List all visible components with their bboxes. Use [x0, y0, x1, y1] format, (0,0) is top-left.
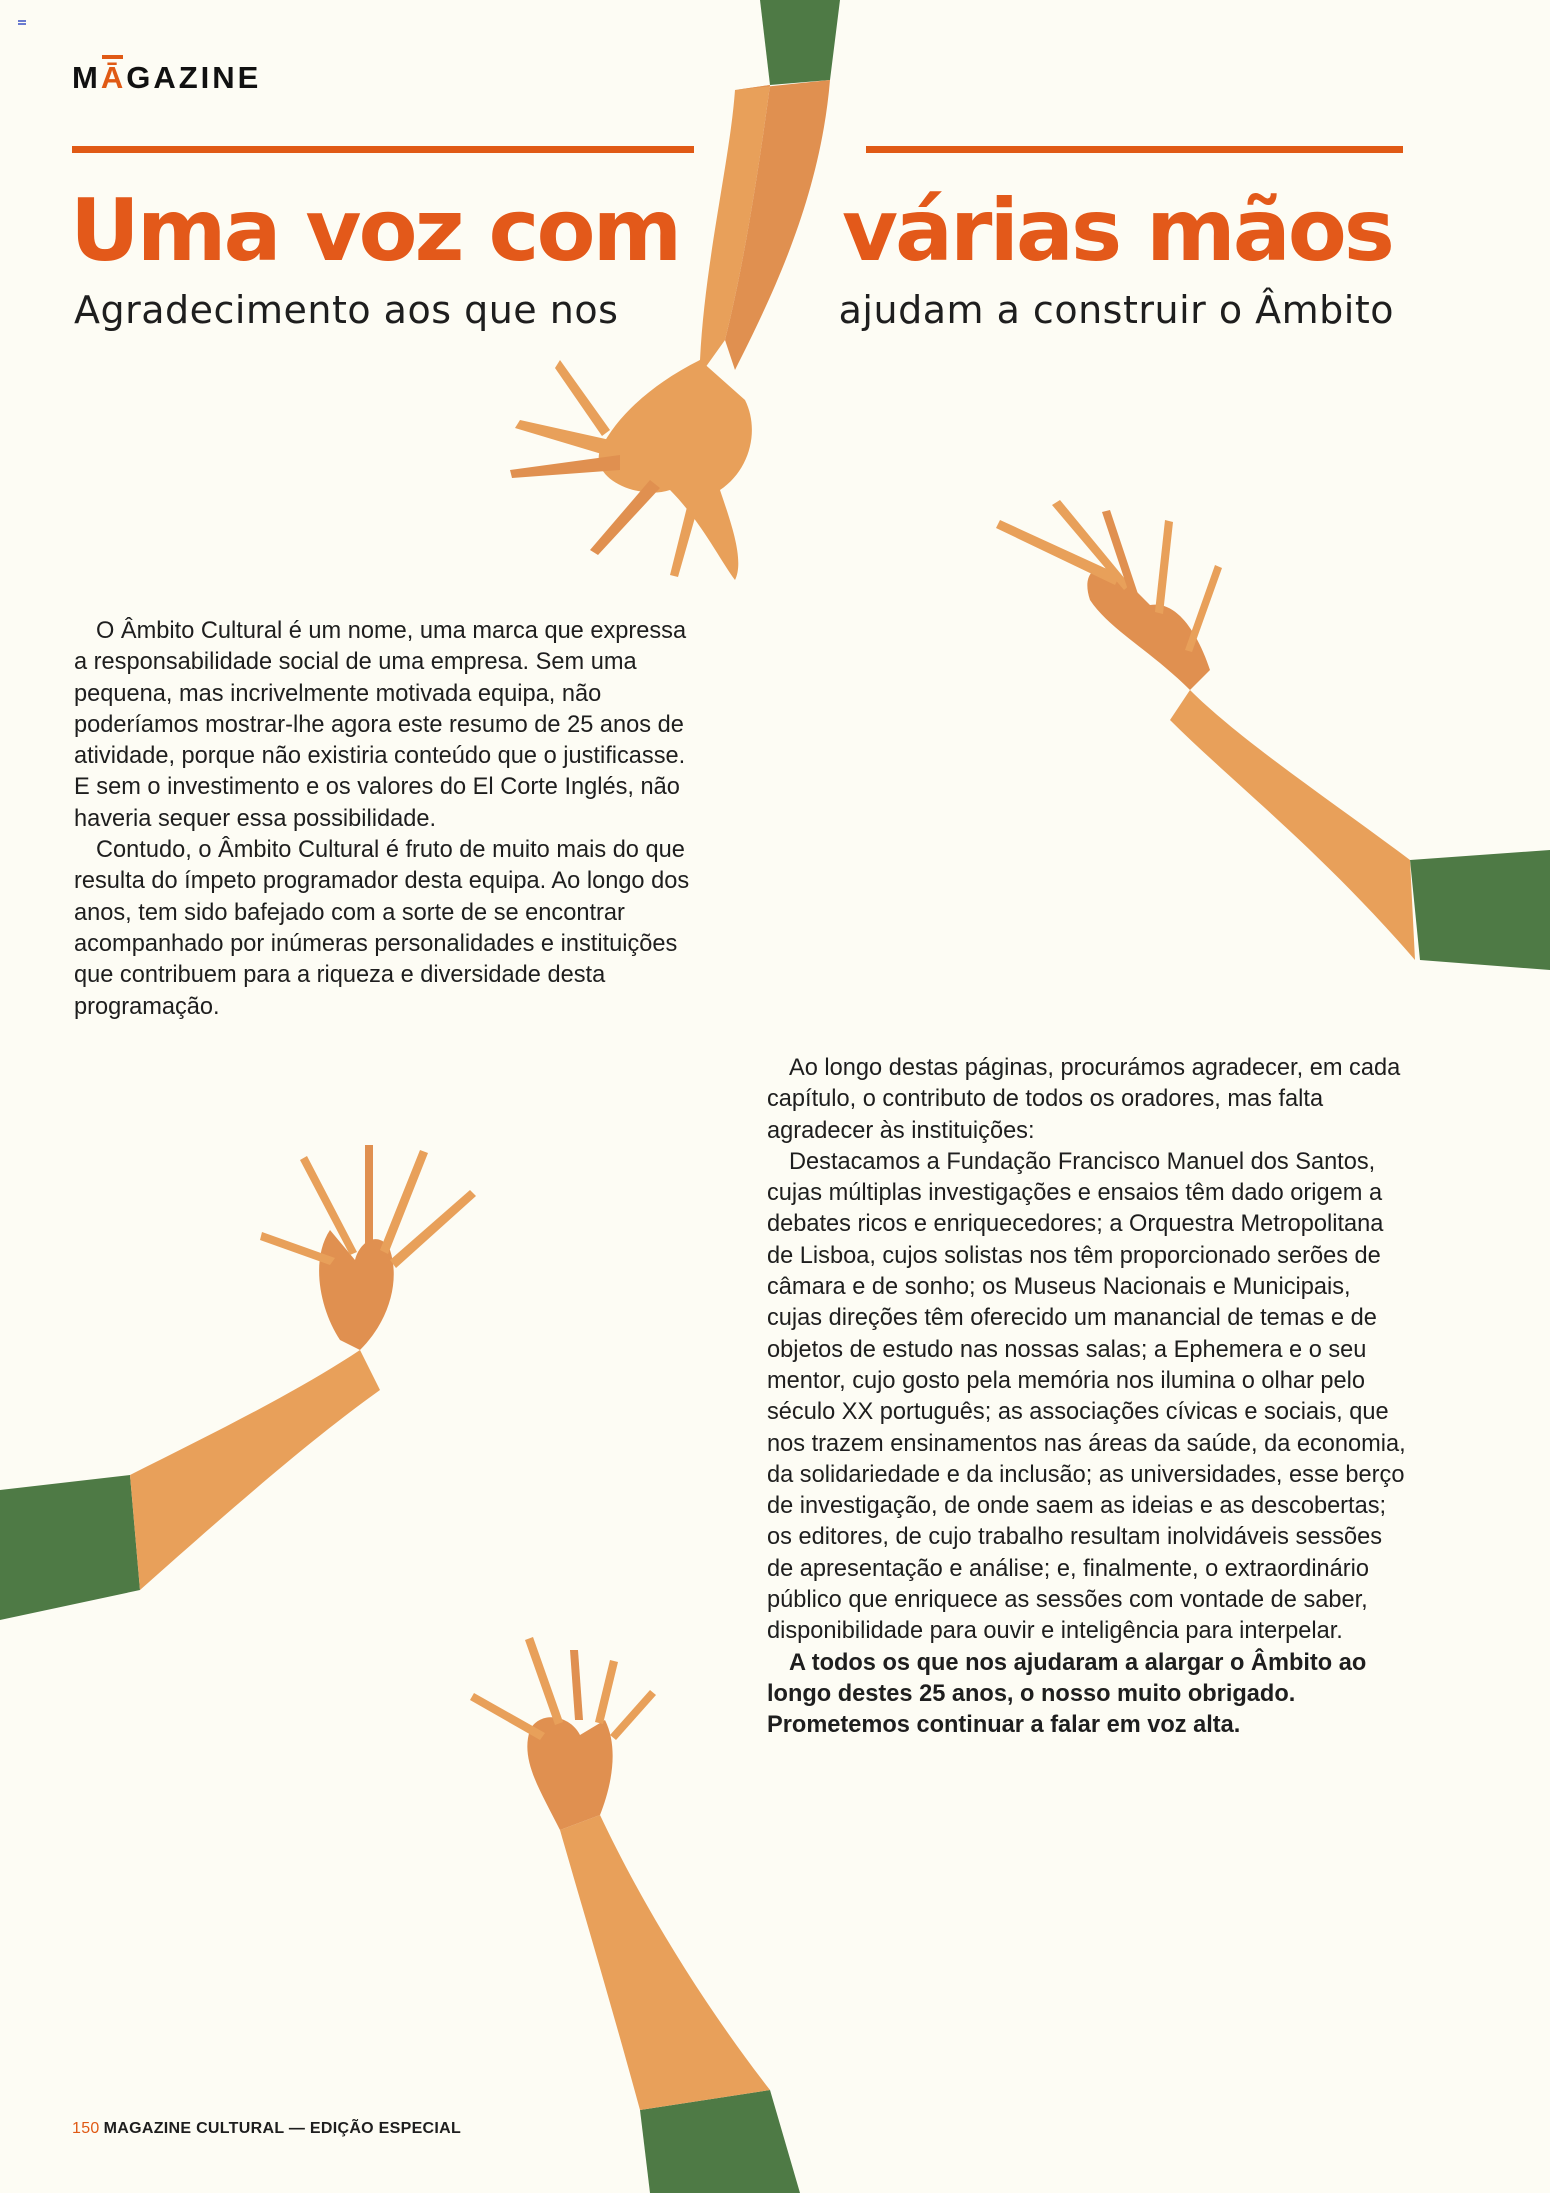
subtitle-right: ajudam a construir o Âmbito — [838, 288, 1394, 332]
paragraph: Ao longo destas páginas, procurámos agradecer, em cada capítulo, o contributo de todos os oradores, mas falta agradecer às instituições: — [767, 1055, 1401, 1144]
page-footer — [72, 2120, 461, 2138]
title-right: várias mãos — [841, 181, 1392, 281]
paragraph: Contudo, o Âmbito Cultural é fruto de muito mais do que resulta do ímpeto programador desta equipa. Ao longo dos anos, tem sido bafejado com a sorte de se encontrar acompanhado por inúmeras personalidades e instituições que contribuem para a riqueza e diversidade desta programação. — [74, 837, 690, 1020]
paragraph: Destacamos a Fundação Francisco Manuel dos Santos, cujas múltiplas investigações e ensaios têm dado origem a debates ricos e enriquecedores; a Orquestra Metropolitana de Lisboa, cujos solistas nos têm proporcionado serões de câmara e de sonho; os Museus Nacionais e Municipais, cujas direções têm oferecido um manancial de temas e de objetos de estudo nas nossas salas; a Ephemera e o seu mentor, cujo gosto pela memória nos ilumina o olhar pelo século XX português; as associações cívicas e sociais, que nos trazem ensinamentos nas áreas da saúde, da economia, da solidariedade e da inclusão; as universidades, esse berço de investigação, de onde saem as ideias e as descobertas; os editores, de cujo trabalho resultam inolvidáveis sessões de apresentação e análise; e, finalmente, o extraordinário público que enriquece as sessões com vontade de saber, disponibilidade para ouvir e inteligência para interpelar. — [767, 1148, 1406, 1645]
closing-paragraph: A todos os que nos ajudaram a alargar o Âmbito ao longo destes 25 anos, o nosso muito obrigado. Prometemos continuar a falar em voz alta. — [767, 1649, 1367, 1739]
subtitle-left: Agradecimento aos que nos — [74, 288, 619, 332]
right-text-column — [767, 1053, 1407, 1742]
logo-first-letter: M — [72, 60, 101, 95]
paragraph: O Âmbito Cultural é um nome, uma marca que expressa a responsabilidade social de uma empresa. Sem uma pequena, mas incrivelmente motivada equipa, não poderíamos mostrar-lhe agora este resumo de 25 anos de atividade, porque não existiria conteúdo que o justificasse. E sem o investimento e os valores do El Corte Inglés, não haveria sequer essa possibilidade. — [74, 618, 687, 832]
title-rule-left — [72, 146, 694, 153]
logo-accent-letter: Ā — [100, 60, 127, 95]
footer-text: MAGAZINE CULTURAL — EDIÇÃO ESPECIAL — [103, 2120, 462, 2137]
title-rule-right — [866, 146, 1403, 153]
title-left: Uma voz com — [70, 181, 680, 281]
left-text-column — [74, 616, 704, 1023]
page-number: 150 — [72, 2120, 100, 2137]
logo-rest: GAZINE — [126, 60, 262, 95]
